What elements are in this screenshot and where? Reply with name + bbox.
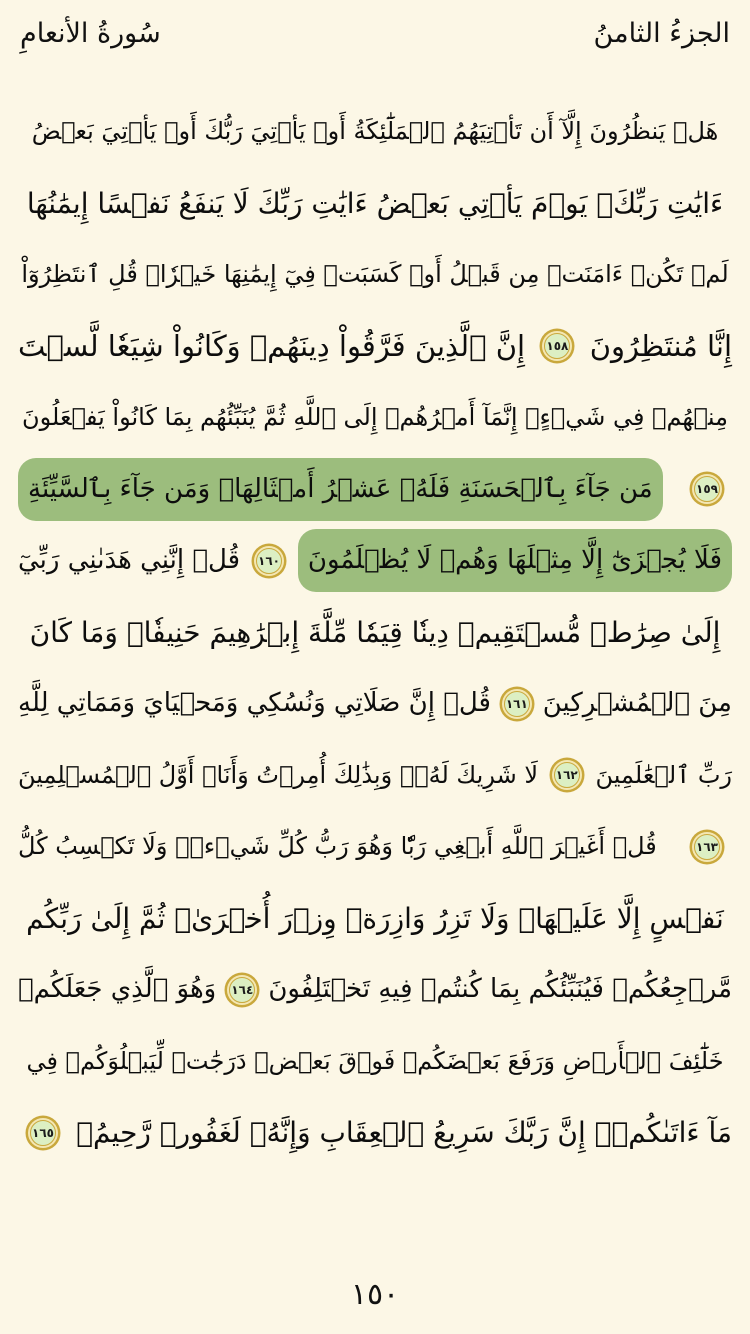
verse-line (18, 315, 732, 378)
verse-line (18, 958, 732, 1021)
page-number: ١٥٠ (350, 1277, 400, 1312)
verse-line (18, 815, 732, 878)
ayah-number: ١٥٩ (696, 482, 718, 496)
verse-text[interactable]: مِنَ ٱلۡمُشۡرِكِينَ (542, 688, 732, 718)
verse-line (18, 887, 732, 950)
ayah-end-marker-icon[interactable] (24, 1114, 62, 1152)
juz-title: الجزءُ الثامنُ (593, 18, 730, 49)
verse-text[interactable]: ءَايَٰتِ رَبِّكَۗ يَوۡمَ يَأۡتِي بَعۡضُ ءَايَٰتِ رَبِّكَ لَا يَنفَعُ نَفۡسًا إِيمَٰنُهَا (26, 186, 724, 220)
verse-text[interactable]: إِنَّ ٱلَّذِينَ فَرَّقُواْ دِينَهُمۡ وَكَانُواْ شِيَعٗا لَّسۡتَ (18, 328, 526, 363)
verse-line (18, 1101, 732, 1164)
ayah-end-marker-icon[interactable] (548, 756, 586, 794)
ayah-end-marker-icon[interactable] (538, 327, 576, 365)
ayah-number: ١٦٢ (555, 768, 578, 782)
verse-line (18, 529, 732, 592)
ayah-end-marker-icon[interactable] (688, 828, 726, 866)
verse-line (18, 458, 732, 521)
verse-text[interactable]: لَمۡ تَكُنۡ ءَامَنَتۡ مِن قَبۡلُ أَوۡ كَسَبَتۡ فِيٓ إِيمَٰنِهَا خَيۡرٗاۗ قُلِ ٱنتَظِرُوٓاْ (21, 260, 729, 288)
ayah-end-marker-icon[interactable] (250, 542, 288, 580)
ayah-end-marker-icon[interactable] (498, 685, 536, 723)
ayah-number: ١٦٣ (696, 839, 718, 854)
verse-text[interactable]: إِلَىٰ صِرَٰطٖ مُّسۡتَقِيمٖ دِينٗا قِيَمٗا مِّلَّةَ إِبۡرَٰهِيمَ حَنِيفٗاۚ وَمَا كَانَ (29, 615, 721, 649)
verse-text[interactable]: إِنَّا مُنتَظِرُونَ (589, 328, 732, 363)
verse-text[interactable]: وَهُوَ ٱلَّذِي جَعَلَكُمۡ (18, 974, 217, 1004)
ayah-number: ١٦٥ (32, 1125, 54, 1140)
ayah-number: ١٦١ (505, 696, 528, 711)
verse-line (18, 243, 732, 306)
ayah-end-marker-icon[interactable] (688, 470, 726, 508)
highlighted-verse-text[interactable]: فَلَا يُجۡزَىٰٓ إِلَّا مِثۡلَهَا وَهُمۡ لَا يُظۡلَمُونَ (298, 529, 732, 592)
ayah-number: ١٦٤ (231, 982, 254, 997)
highlighted-verse-text[interactable]: مَن جَآءَ بِٱلۡحَسَنَةِ فَلَهُۥ عَشۡرُ أَمۡثَالِهَاۖ وَمَن جَآءَ بِٱلسَّيِّئَةِ (18, 458, 663, 521)
verse-line (18, 1030, 732, 1093)
ayah-number: ١٥٨ (546, 339, 569, 353)
verse-line (18, 100, 732, 163)
verse-text[interactable]: مَآ ءَاتَىٰكُمۡۗ إِنَّ رَبَّكَ سَرِيعُ ٱلۡعِقَابِ وَإِنَّهُۥ لَغَفُورٞ رَّحِيمُۢ (76, 1116, 732, 1149)
page-header (20, 18, 730, 58)
verse-text[interactable]: نَفۡسٍ إِلَّا عَلَيۡهَاۚ وَلَا تَزِرُ وَازِرَةٞ وِزۡرَ أُخۡرَىٰۚ ثُمَّ إِلَىٰ رَبِّكُم (26, 901, 724, 935)
verse-line (18, 672, 732, 735)
verse-lines (18, 100, 732, 1173)
verse-text[interactable]: هَلۡ يَنظُرُونَ إِلَّآ أَن تَأۡتِيَهُمُ ٱلۡمَلَٰٓئِكَةُ أَوۡ يَأۡتِيَ رَبُّكَ أَوۡ يَأۡتِيَ بَعۡضُ (31, 117, 719, 145)
verse-line (18, 601, 732, 664)
verse-text[interactable]: خَلَٰٓئِفَ ٱلۡأَرۡضِ وَرَفَعَ بَعۡضَكُمۡ فَوۡقَ بَعۡضٖ دَرَجَٰتٖ لِّيَبۡلُوَكُمۡ فِي (26, 1046, 724, 1075)
verse-text[interactable]: مِنۡهُمۡ فِي شَيۡءٍۚ إِنَّمَآ أَمۡرُهُمۡ إِلَى ٱللَّهِ ثُمَّ يُنَبِّئُهُم بِمَا كَانُواْ يَفۡعَلُونَ (22, 403, 728, 431)
surah-title: سُورةُ الأنعامِ (20, 18, 161, 49)
verse-text[interactable]: قُلۡ إِنَّنِي هَدَىٰنِي رَبِّيٓ (18, 545, 241, 575)
verse-text[interactable]: مَّرۡجِعُكُمۡ فَيُنَبِّئُكُم بِمَا كُنتُمۡ فِيهِ تَخۡتَلِفُونَ (268, 974, 732, 1004)
verse-text[interactable]: قُلۡ إِنَّ صَلَاتِي وَنُسُكِي وَمَحۡيَايَ وَمَمَاتِي لِلَّهِ (18, 688, 491, 718)
verse-text[interactable]: قُلۡ أَغَيۡرَ ٱللَّهِ أَبۡغِي رَبّٗا وَهُوَ رَبُّ كُلِّ شَيۡءٖۚ وَلَا تَكۡسِبُ كُلُّ (18, 832, 657, 860)
verse-text[interactable]: رَبِّ ٱلۡعَٰلَمِينَ (595, 760, 732, 789)
ayah-end-marker-icon[interactable] (223, 971, 261, 1009)
ayah-number: ١٦٠ (258, 553, 280, 568)
verse-line (18, 172, 732, 235)
verse-line (18, 386, 732, 449)
verse-text[interactable]: لَا شَرِيكَ لَهُۥۖ وَبِذَٰلِكَ أُمِرۡتُ وَأَنَا۠ أَوَّلُ ٱلۡمُسۡلِمِينَ (18, 760, 538, 789)
verse-line (18, 744, 732, 807)
